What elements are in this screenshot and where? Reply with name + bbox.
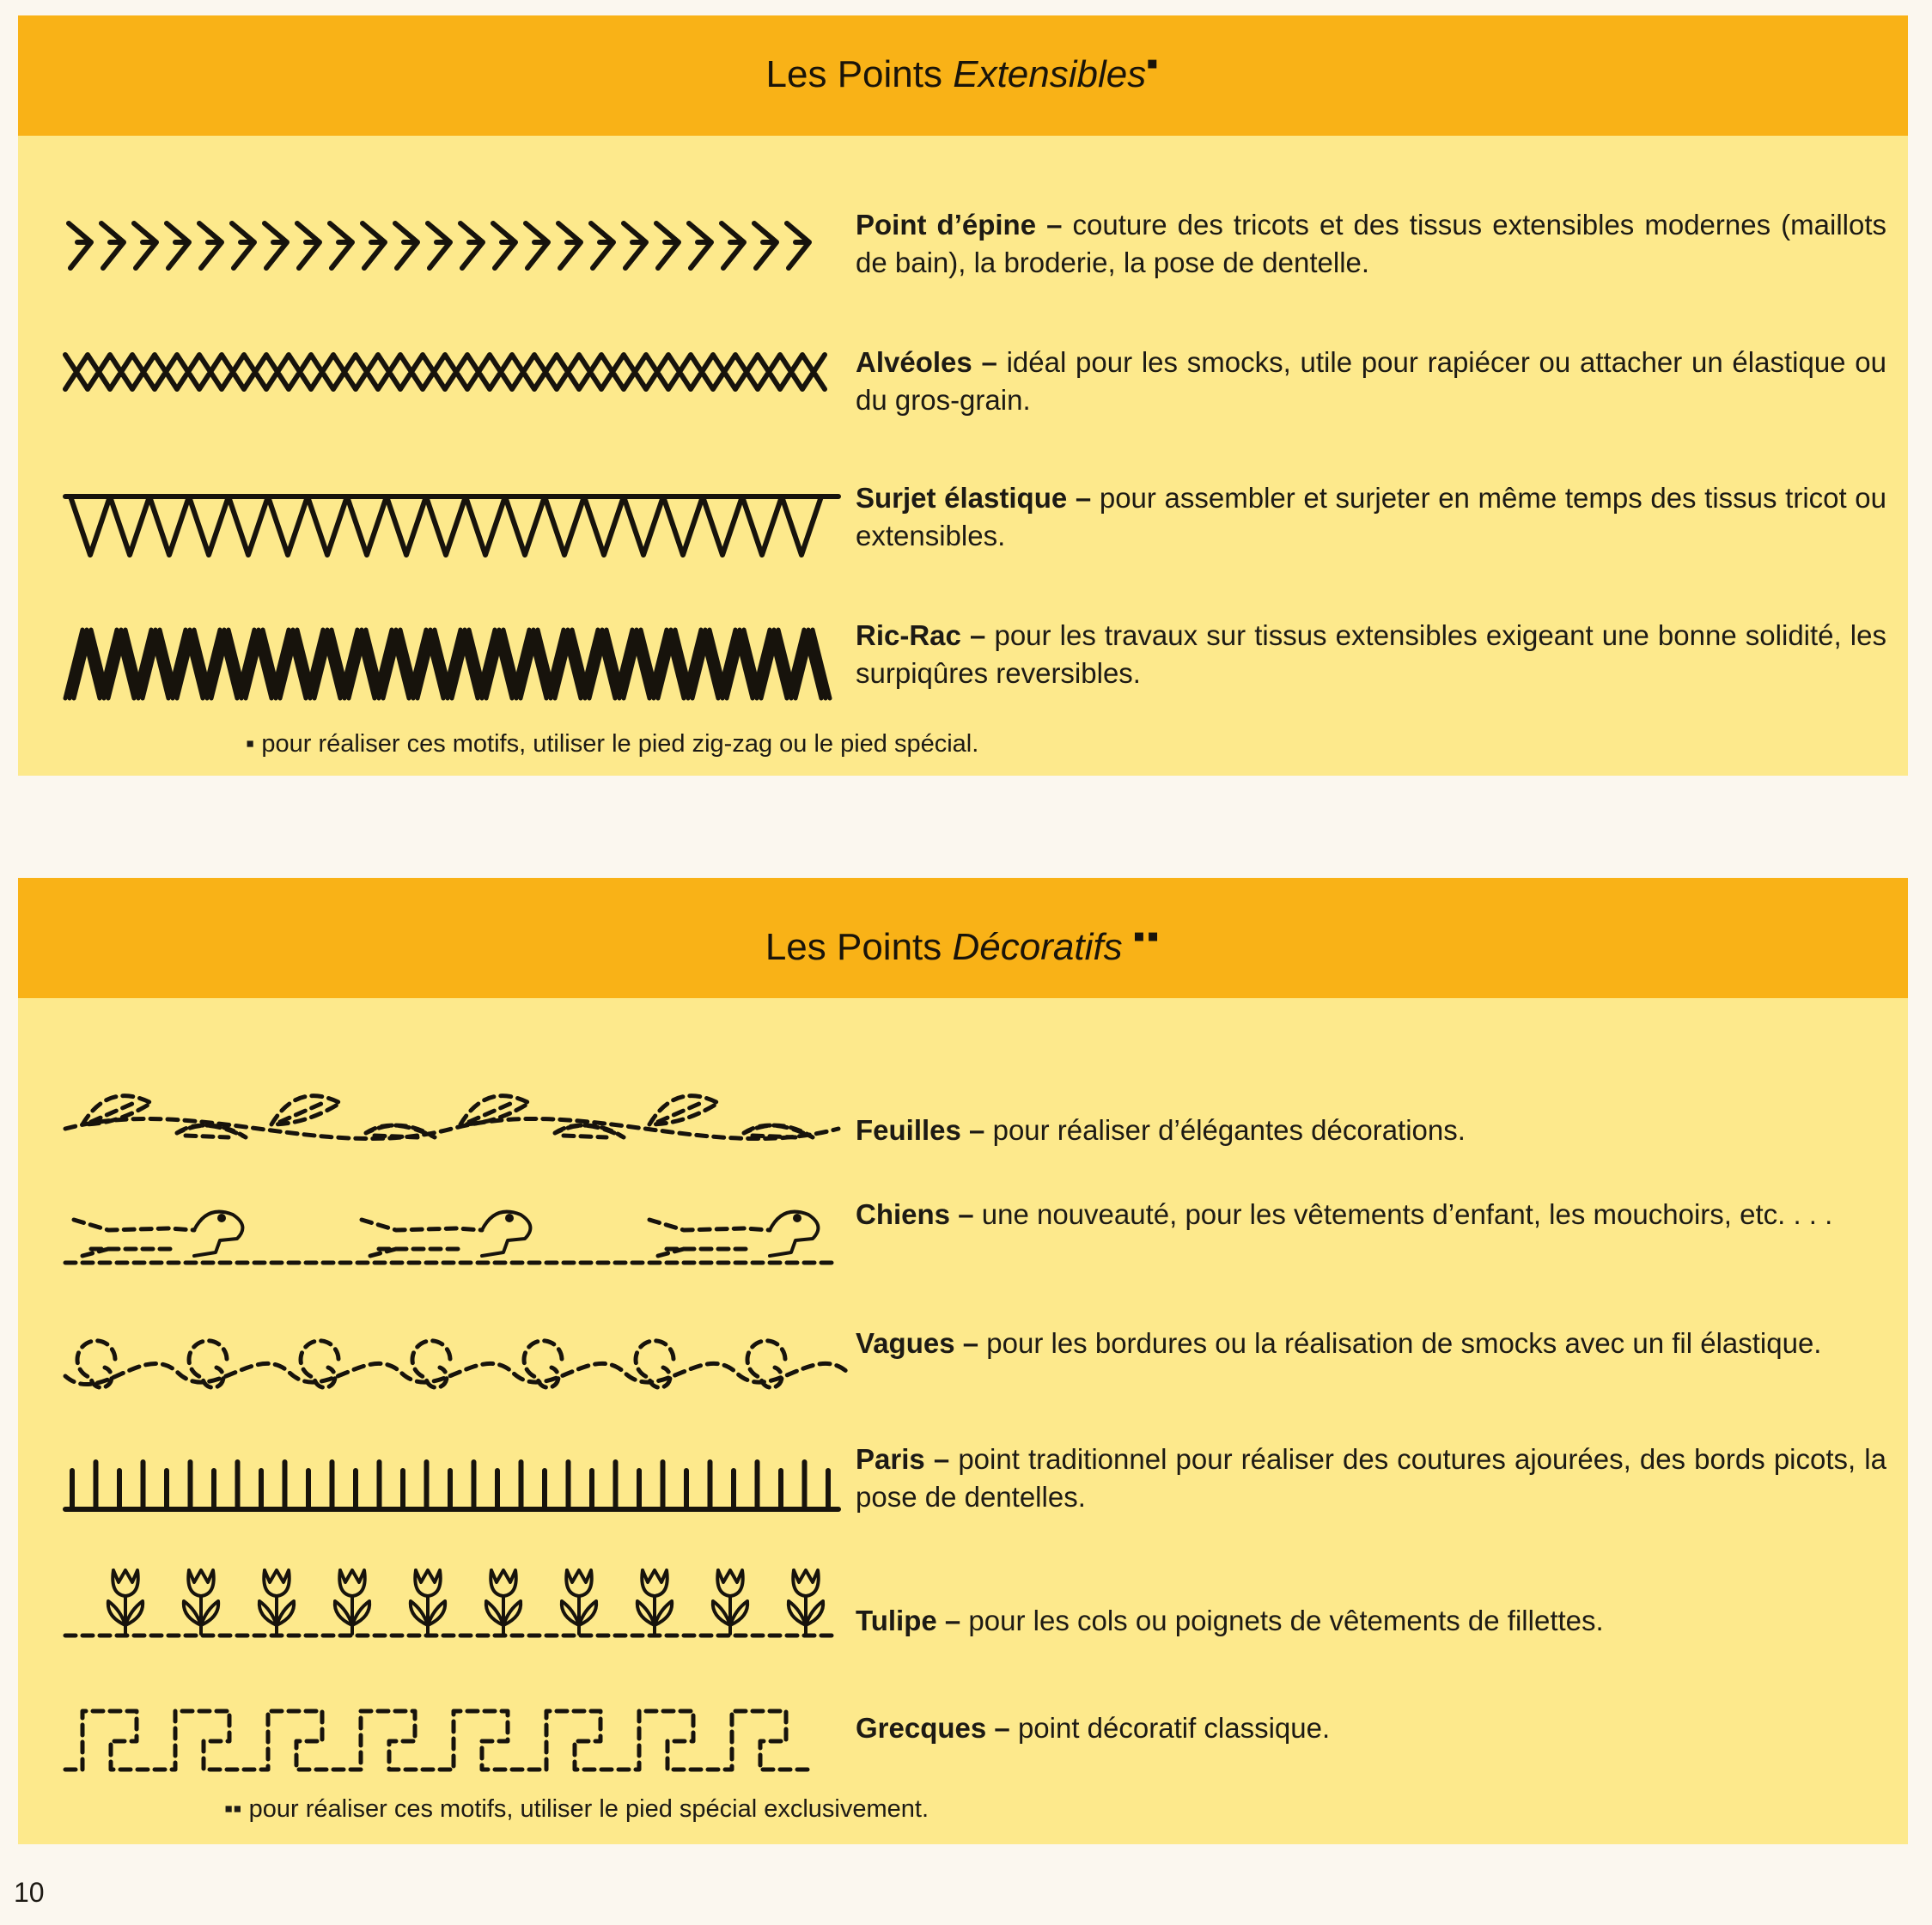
stitch-name: Feuilles	[856, 1114, 961, 1146]
decoratifs-footnote: ▪▪ pour réaliser ces motifs, utiliser le pied spécial exclusivement.	[224, 1795, 929, 1823]
stitch-name: Point d’épine	[856, 209, 1037, 241]
stitch-name: Grecques	[856, 1712, 987, 1744]
extensibles-title: Les Points Extensibles▪	[765, 45, 1161, 95]
stitch-name: Tulipe	[856, 1605, 937, 1636]
page-number: 10	[14, 1877, 45, 1908]
point-epine-stitch-icon	[65, 206, 838, 292]
chiens-description: Chiens – une nouveauté, pour les vêtements d’enfant, les mouchoirs, etc. . . .	[856, 1198, 1833, 1230]
stitch-name: Vagues	[856, 1327, 955, 1359]
paris-stitch-icon	[65, 1441, 838, 1526]
stitch-name: Chiens	[856, 1198, 951, 1230]
surjet-elastique-description: Surjet élastique – pour assembler et surjeter en même temps des tissus tricot ou extensibles.	[856, 482, 1887, 551]
tulipe-description: Tulipe – pour les cols ou poignets de vêtements de fillettes.	[856, 1605, 1604, 1636]
decoratifs-panel	[18, 878, 1908, 1844]
extensibles-footnote: ▪ pour réaliser ces motifs, utiliser le pied zig-zag ou le pied spécial.	[246, 730, 979, 758]
alveoles-description: Alvéoles – idéal pour les smocks, utile pour rapiécer ou attacher un élastique ou du gros-grain.	[856, 346, 1886, 416]
decoratifs-title: Les Points Décoratifs ▪▪	[765, 917, 1161, 968]
surjet-elastique-stitch-icon	[65, 479, 838, 565]
decoratifs-header	[18, 878, 1908, 998]
vagues-description: Vagues – pour les bordures ou la réalisation de smocks avec un fil élastique.	[856, 1327, 1822, 1359]
grecques-description: Grecques – point décoratif classique.	[856, 1712, 1331, 1744]
waves-stitch-icon	[65, 1325, 838, 1410]
stitch-name: Ric-Rac	[856, 619, 961, 651]
stitch-name: Alvéoles	[856, 346, 972, 378]
greek-key-stitch-icon	[65, 1694, 838, 1780]
tulip-stitch-icon	[65, 1565, 838, 1651]
stitch-name: Surjet élastique	[856, 482, 1068, 514]
stitch-name: Paris	[856, 1443, 925, 1475]
point-epine-description: Point d’épine – couture des tricots et des tissus extensibles modernes (maillots de bain), la broderie, la pose de dentelle.	[856, 209, 1887, 278]
extensibles-header	[18, 15, 1908, 136]
ric-rac-description: Ric-Rac – pour les travaux sur tissus extensibles exigeant une bonne solidité, les surpiqûres reversibles.	[856, 619, 1886, 689]
extensibles-panel	[18, 15, 1908, 776]
alveoles-stitch-icon	[65, 329, 838, 415]
ric-rac-stitch-icon	[65, 617, 838, 703]
feuilles-description: Feuilles – pour réaliser d’élégantes décorations.	[856, 1114, 1466, 1146]
dogs-stitch-icon	[65, 1196, 838, 1282]
paris-description: Paris – point traditionnel pour réaliser des coutures ajourées, des bords picots, la pose de dentelles.	[856, 1443, 1886, 1513]
leaves-stitch-icon	[65, 1077, 838, 1163]
